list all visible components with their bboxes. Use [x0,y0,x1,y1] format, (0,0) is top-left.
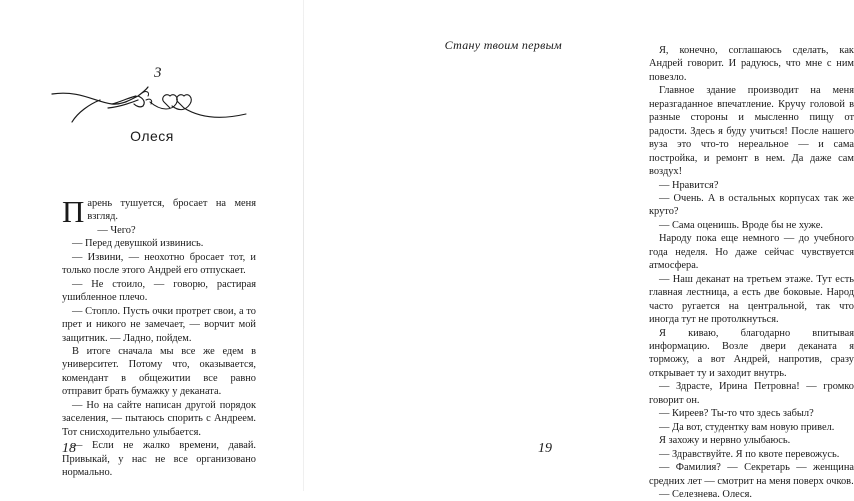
paragraph: В итоге сначала мы все же едем в университет. Потому что, оказывается, комендант в общежитии все равно отправит брать бумажку у деканата. [62,345,256,398]
paragraph: Главное здание производит на меня неразгаданное впечатление. Кручу головой в разные стороны и мысленно пищу от радости. Здесь я буду учиться! После нашего вуза это что-то нереальное — и сама постройка, и ремонт в нем. Да даже сам воздух! [649,85,854,178]
paragraph: — Не стоило, — говорю, растирая ушибленное плечо. [62,278,256,304]
dropcap: П [62,194,85,229]
running-head: Стану твоим первым [444,38,562,52]
right-page [304,0,854,500]
paragraph: — Нравится? [659,179,719,191]
paragraph: — Но на сайте написан другой порядок заселения, — пытаюсь спорить с Андреем. Тот снисходительно улыбается. [62,399,256,438]
page-number-left: 18 [62,441,76,456]
paragraph: — Перед девушкой извинись. [72,238,204,250]
paragraph: — Очень. А в остальных корпусах так же круто? [649,192,854,218]
paragraph: — Здравствуйте. Я по квоте перевожусь. [659,448,840,460]
paragraph: — Да вот, студентку вам новую привел. [659,421,835,433]
paragraph: — Селезнева. Олеся. [659,488,752,500]
paragraph: — Извини, — неохотно бросает тот, и только после этого Андрей его отпускает. [62,251,256,277]
paragraph: — Киреев? Ты-то что здесь забыл? [659,408,814,420]
paragraph: — Стопло. Пусть очки протрет свои, а то прет и никого не замечает, — ворчит мой защитник. — Ладно, пойдем. [62,305,256,344]
paragraph: Я киваю, благодарно впитывая информацию. Возле двери деканата я торможу, а вот Андрей, напротив, сразу открывает ту и заходит внутрь. [649,327,854,379]
paragraph: Народу пока еще немного — до учебного года неделя. Но даже сейчас чувствуется атмосфера. [649,233,854,272]
paragraph: — Чего? [97,224,136,236]
first-paragraph [62,194,256,229]
left-page [0,0,304,491]
chapter-title: Олеся [130,128,174,144]
right-page-text [649,44,854,501]
chapter-number: 3 [154,65,162,81]
paragraph: — Если не жалко времени, давай. Привыкай, у нас не все организовано нормально. [62,440,256,479]
paragraph: — Фамилия? — Секретарь — женщина средних лет — смотрит на меня поверх очков. [649,462,854,487]
paragraph: — Сама оценишь. Вроде бы не хуже. [659,219,823,231]
paragraph: — Наш деканат на третьем этаже. Тут есть главная лестница, а есть две боковые. Народ часто ругается на центральной, так что иногда тут не протолкнуться. [649,273,854,326]
left-page-text [62,194,256,480]
page-number-right: 19 [538,441,552,456]
paragraph: — Здрасте, Ирина Петровна! — громко говорит он. [649,381,854,406]
paragraph: Я захожу и нервно улыбаюсь. [659,435,791,447]
paragraph: Я, конечно, соглашаюсь сделать, как Андрей говорит. И радуюсь, что мне с ним повезло. [649,45,854,83]
first-paragraph-rest: арень тушуется, бросает на меня взгляд. [87,198,256,223]
